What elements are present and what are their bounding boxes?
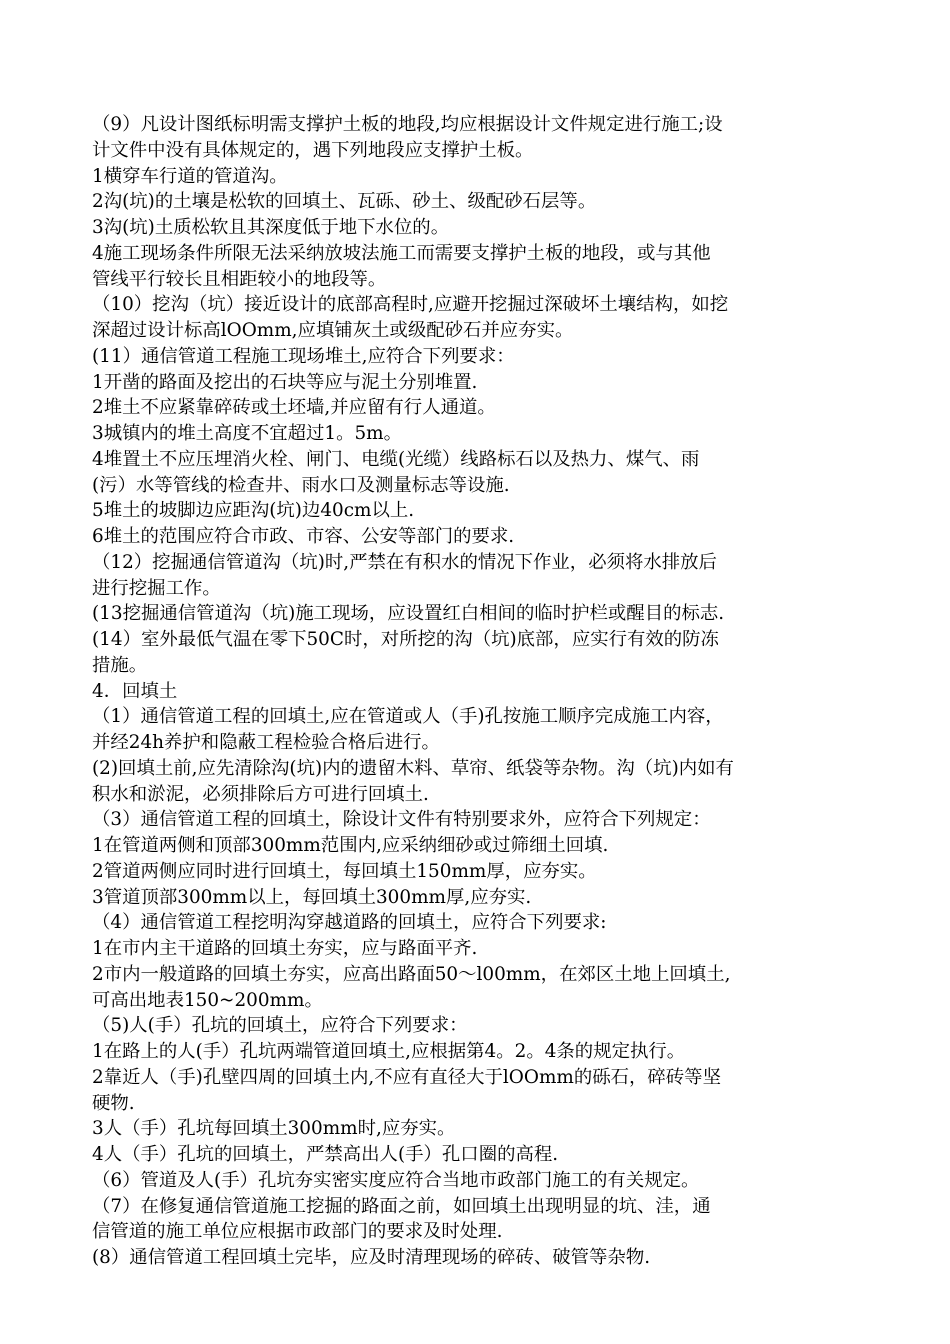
text-line: 4人（手）孔坑的回填土，严禁高出人(手）孔口圈的高程. [92,1144,559,1165]
text-line: （3）通信管道工程的回填土，除设计文件有特别要求外，应符合下列规定： [92,809,711,831]
text-line: 1在市内主干道路的回填土夯实，应与路面平齐. [92,938,478,959]
text-line: 可高出地表150~200mm。 [92,989,323,1011]
text-line: （6）管道及人(手）孔坑夯实密实度应符合当地市政部门施工的有关规定。 [92,1169,700,1191]
text-line: 2堆土不应紧靠碎砖或土坯墙,并应留有行人通道。 [92,397,496,419]
text-line: 5堆土的坡脚边应距沟(坑)边40cm以上. [92,500,415,522]
text-line: 6堆土的范围应符合市政、市容、公安等部门的要求. [92,526,515,547]
text-line: 3沟(坑)土质松软且其深度低于地下水位的。 [92,217,450,238]
text-line: 1横穿车行道的管道沟。 [92,165,288,187]
text-line: (8）通信管道工程回填土完毕，应及时清理现场的碎砖、破管等杂物. [92,1247,651,1268]
text-line: （10）挖沟（坑）接近设计的底部高程时,应避开挖掘过深破坏土壤结构，如挖 [92,294,729,316]
text-line: (13挖掘通信管道沟（坑)施工现场，应设置红白相间的临时护栏或醒目的标志. [92,603,725,625]
text-line: 深超过设计标高lOOmm,应填铺灰土或级配砂石并应夯实。 [92,320,574,341]
text-line: 1开凿的路面及挖出的石块等应与泥土分别堆置. [92,371,478,393]
text-line: （1）通信管道工程的回填土,应在管道或人（手)孔按施工顺序完成施工内容， [92,706,724,728]
text-line: （4）通信管道工程挖明沟穿越道路的回填土，应符合下列要求: [92,912,607,934]
text-line: 计文件中没有具体规定的，遇下列地段应支撑护土板。 [92,139,534,161]
text-line: (2)回填土前,应先清除沟(坑)内的遗留木料、草帘、纸袋等杂物。沟（坑)内如有 [92,757,734,779]
text-line: (11）通信管道工程施工现场堆土,应符合下列要求： [92,345,515,367]
text-line: 2靠近人（手)孔壁四周的回填土内,不应有直径大于lOOmm的砾石，碎砖等坚 [92,1066,721,1088]
text-line: 进行挖掘工作。 [92,577,221,599]
text-line: 3人（手）孔坑每回填土300mm时,应夯实。 [92,1118,456,1140]
text-line: 硬物. [92,1092,135,1114]
text-line: 4堆置土不应压埋消火栓、闸门、电缆(光缆）线路标石以及热力、煤气、雨 [92,448,700,470]
text-line: 管线平行较长且相距较小的地段等。 [92,268,387,290]
text-line: 信管道的施工单位应根据市政部门的要求及时处理. [92,1221,503,1243]
text-line: 1在管道两侧和顶部300mm范围内,应采纳细砂或过筛细土回填. [92,835,609,856]
text-line: 2管道两侧应同时进行回填土，每回填土150mm厚，应夯实。 [92,860,597,882]
text-line: 2市内一般道路的回填土夯实，应高出路面50～l00mm，在郊区土地上回填土, [92,963,731,985]
text-line: 1在路上的人(手）孔坑两端管道回填土,应根据第4。2。4条的规定执行。 [92,1041,686,1062]
text-line: （5)人(手）孔坑的回填土，应符合下列要求： [92,1015,468,1037]
text-line: 积水和淤泥，必须排除后方可进行回填土. [92,783,429,805]
text-line: 并经24h养护和隐蔽工程检验合格后进行。 [92,732,440,753]
text-line: （9）凡设计图纸标明需支撑护土板的地段,均应根据设计文件规定进行施工;设 [92,114,723,135]
text-line: 3管道顶部300mm以上，每回填土300mm厚,应夯实. [92,886,532,908]
text-line: (14）室外最低气温在零下50C时，对所挖的沟（坑)底部，应实行有效的防冻 [92,629,719,650]
text-line: 3城镇内的堆土高度不宜超过1。5m。 [92,423,403,444]
text-line: 4施工现场条件所限无法采纳放坡法施工而需要支撑护土板的地段，或与其他 [92,242,711,264]
text-line: （7）在修复通信管道施工挖掘的路面之前，如回填土出现明显的坑、洼，通 [92,1195,711,1217]
text-line: （12）挖掘通信管道沟（坑)时,严禁在有积水的情况下作业，必须将水排放后 [92,551,717,573]
text-line: 2沟(坑)的土壤是松软的回填土、瓦砾、砂土、级配砂石层等。 [92,191,597,213]
document-page [92,112,864,1271]
text-line: 4．回填土 [92,680,178,702]
text-line: 措施。 [92,654,148,676]
text-line: (污）水等管线的检查井、雨水口及测量标志等设施. [92,474,510,496]
